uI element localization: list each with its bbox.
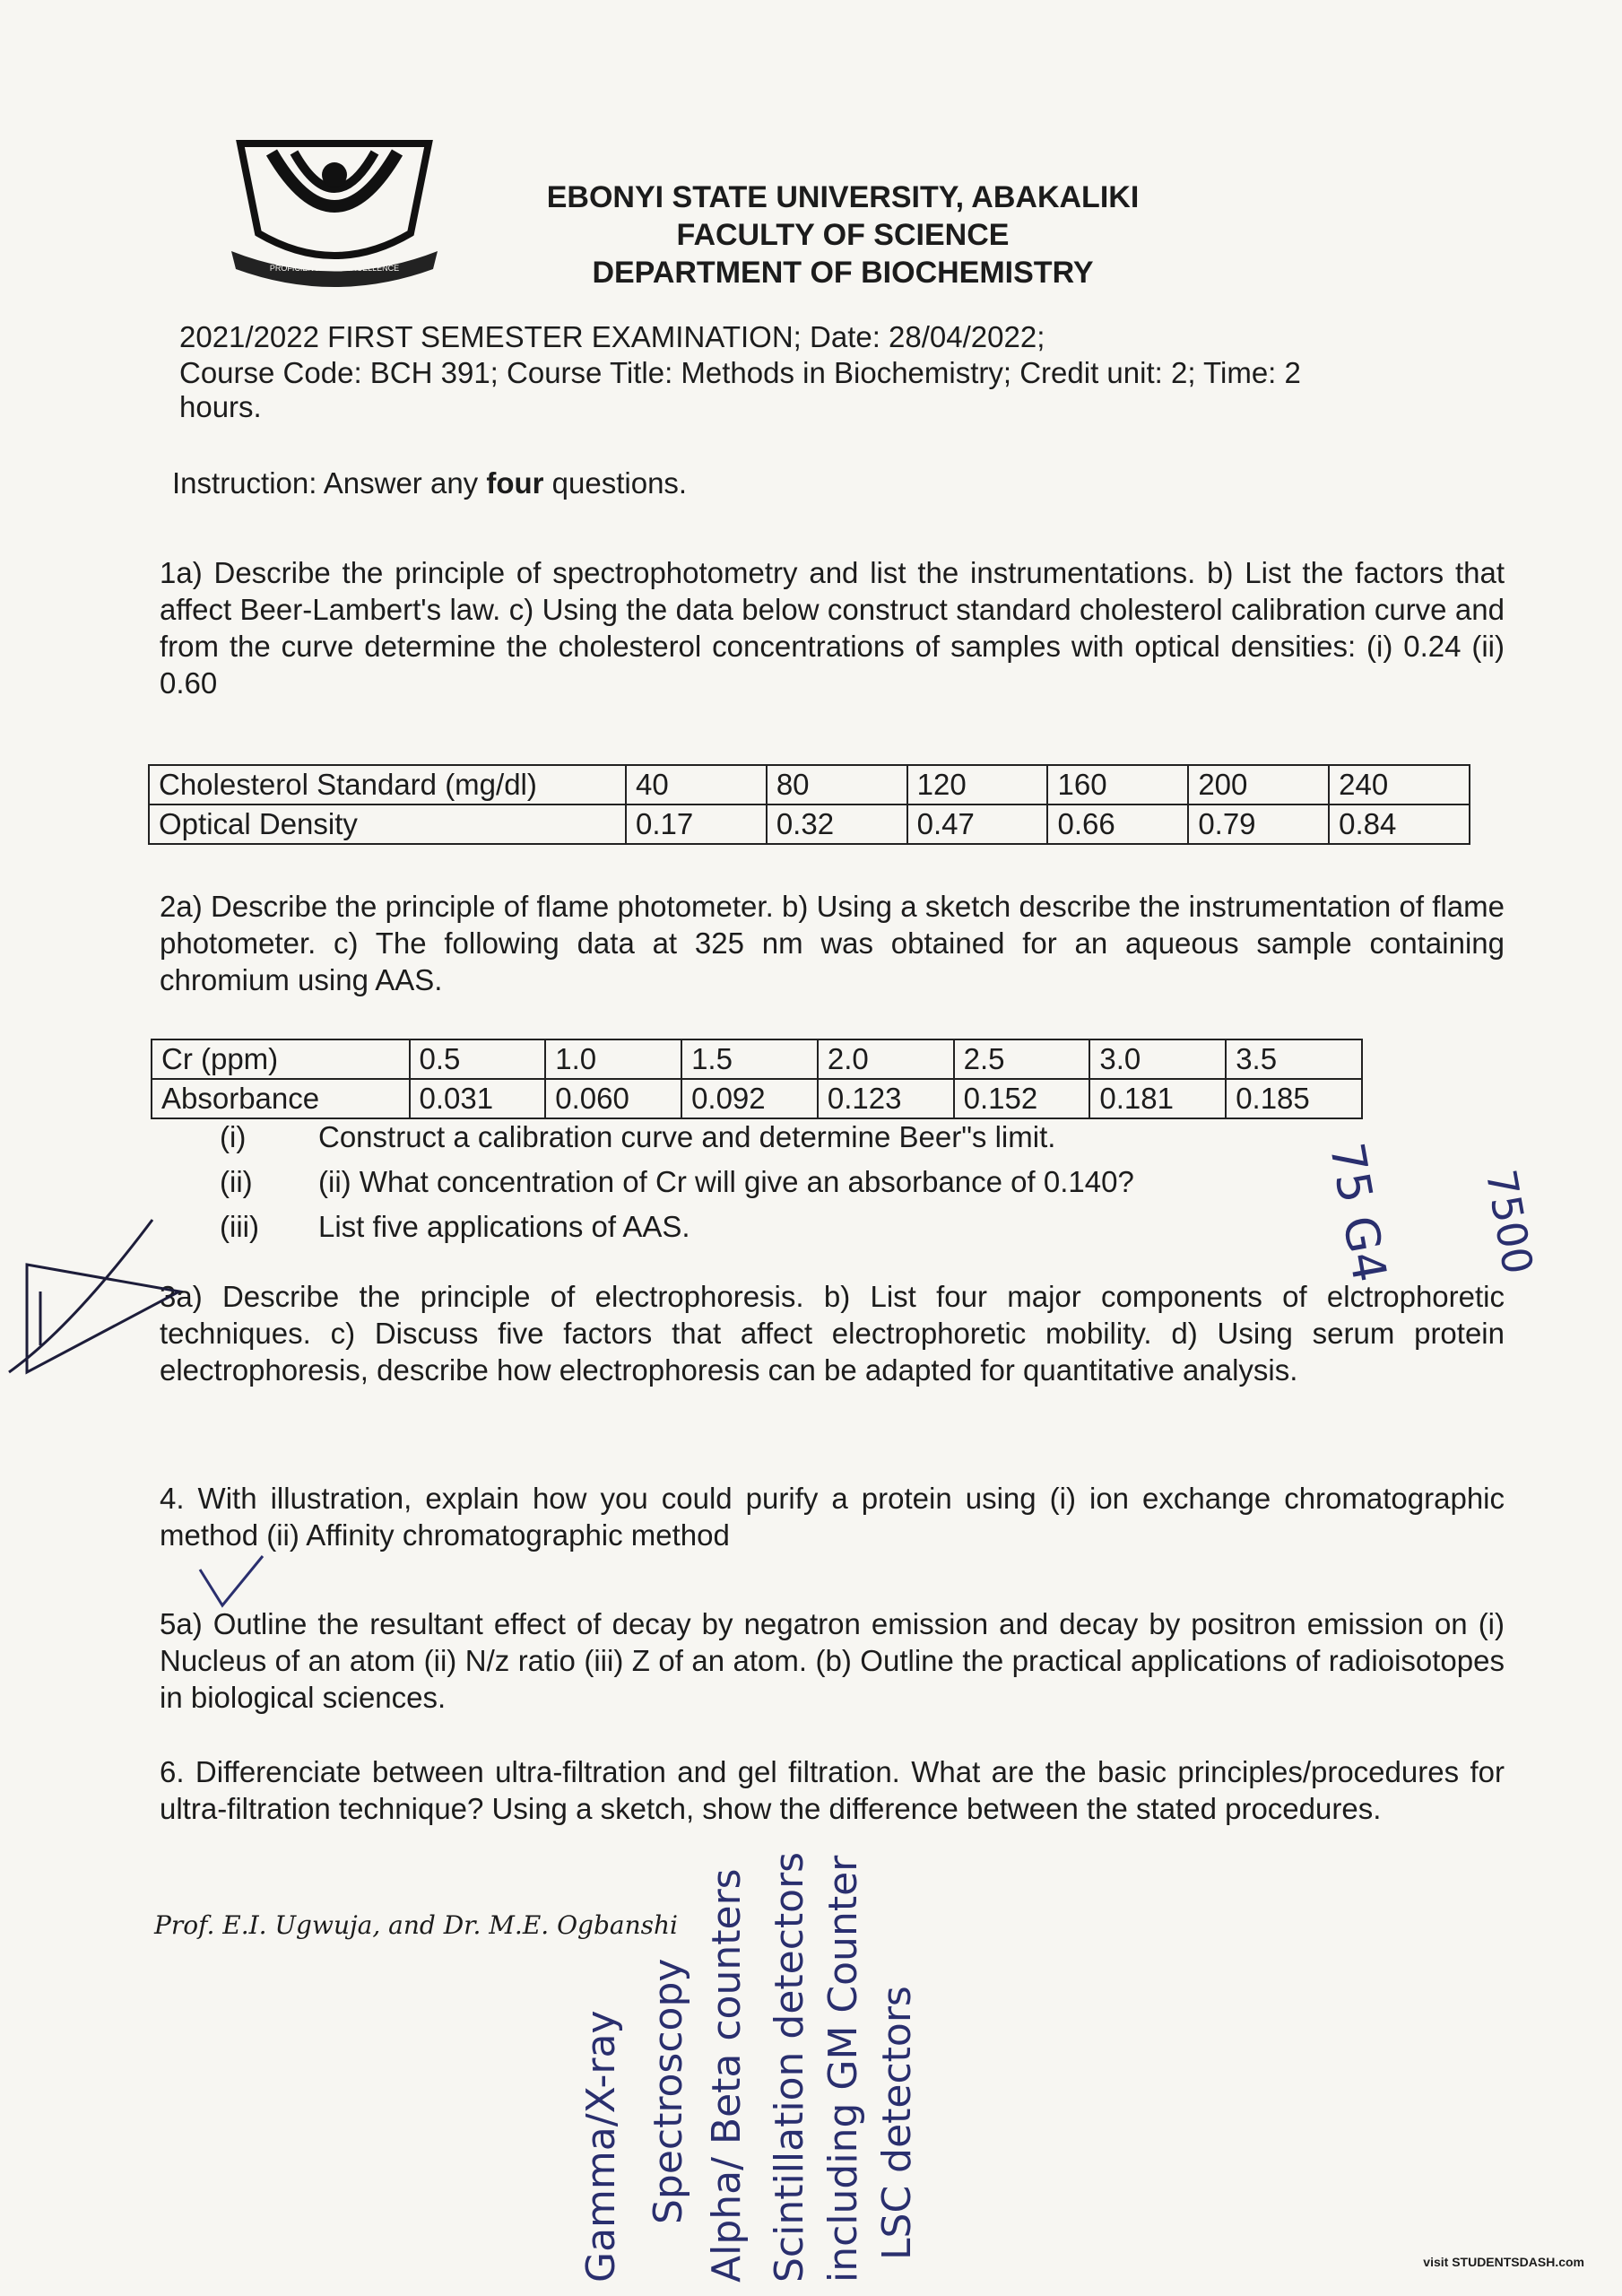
handwritten-col-5: including GM Counter xyxy=(820,1855,866,2283)
table-cell: 1.5 xyxy=(681,1039,818,1079)
handwritten-tick xyxy=(195,1552,267,1614)
faculty-name: FACULTY OF SCIENCE xyxy=(676,218,1010,252)
row-label: Optical Density xyxy=(149,804,626,844)
university-name: EBONYI STATE UNIVERSITY, ABAKALIKI xyxy=(546,180,1140,214)
table-cell: 0.123 xyxy=(818,1079,954,1118)
table-cell: 0.060 xyxy=(545,1079,681,1118)
watermark: visit STUDENTSDASH.com xyxy=(1423,2255,1584,2269)
table-row xyxy=(149,804,1470,844)
q2-subitem-iii: (iii) List five applications of AAS. xyxy=(220,1210,690,1243)
table-cell: 3.0 xyxy=(1089,1039,1226,1079)
table-cell: 2.5 xyxy=(954,1039,1090,1079)
table-cell: 3.5 xyxy=(1226,1039,1362,1079)
table-cell: 0.17 xyxy=(626,804,767,844)
table-cell: 0.5 xyxy=(410,1039,546,1079)
table-cell: 160 xyxy=(1047,765,1188,804)
table-cell: 0.79 xyxy=(1188,804,1329,844)
question-4: 4. With illustration, explain how you could purify a protein using (i) ion exchange chromatographic method (ii) Affinity chromatographic method xyxy=(160,1482,1505,1552)
handwritten-margin-mark xyxy=(0,1193,197,1399)
question-6: 6. Differenciate between ultra-filtration and gel filtration. What are the basic principles/procedures for ultra-filtration technique? Using a sketch, show the difference between the stated procedures. xyxy=(160,1755,1505,1825)
table-cell: 0.32 xyxy=(767,804,907,844)
department-name: DEPARTMENT OF BIOCHEMISTRY xyxy=(592,256,1094,290)
question-2: 2a) Describe the principle of flame photometer. b) Using a sketch describe the instrumentation of flame photometer. c) The following data at 325 nm was obtained for an aqueous sample containing chromium using AAS. xyxy=(160,890,1505,996)
row-label: Cr (ppm) xyxy=(152,1039,410,1079)
handwritten-note-1: 75 G4 xyxy=(1318,1139,1397,1287)
handwritten-col-4: Scintillation detectors xyxy=(767,1851,812,2283)
q2-subitem-ii: (ii) (ii) What concentration of Cr will give an absorbance of 0.140? xyxy=(220,1165,1134,1198)
table-cell: 120 xyxy=(907,765,1048,804)
table-cell: 0.152 xyxy=(954,1079,1090,1118)
table-cell: 0.031 xyxy=(410,1079,546,1118)
row-label: Cholesterol Standard (mg/dl) xyxy=(149,765,626,804)
table-cell: 0.181 xyxy=(1089,1079,1226,1118)
handwritten-col-2: Spectroscopy xyxy=(646,1958,691,2224)
table-row xyxy=(152,1079,1362,1118)
table-row xyxy=(152,1039,1362,1079)
row-label: Absorbance xyxy=(152,1079,410,1118)
question-3: 3a) Describe the principle of electrophoresis. b) List four major components of elctrophoretic techniques. c) Discuss five factors that affect electrophoretic mobility. d) Using serum protein electrophoresis, describe how electrophoresis can be adapted for quantitative analysis. xyxy=(160,1280,1505,1387)
exam-session-line: 2021/2022 FIRST SEMESTER EXAMINATION; Date: 28/04/2022; xyxy=(179,320,1045,353)
examiner-signature: Prof. E.I. Ugwuja, and Dr. M.E. Ogbanshi xyxy=(154,1910,678,1940)
table-cell: 80 xyxy=(767,765,907,804)
handwritten-col-1: Gamma/X-ray xyxy=(578,2010,624,2283)
university-logo xyxy=(222,135,447,287)
question-1: 1a) Describe the principle of spectrophotometry and list the instrumentations. b) List the factors that affect Beer-Lambert's law. c) Using the data below construct standard cholesterol calibration curve and from the curve determine the cholesterol concentrations of samples with optical densities: (i) 0.24 (ii) 0.60 xyxy=(160,556,1505,700)
handwritten-note-2: 7500 xyxy=(1476,1166,1543,1278)
logo-motto: PROFICIENCY AND EXCELLENCE xyxy=(269,264,400,273)
course-time-line: hours. xyxy=(179,390,262,423)
instruction: Instruction: Answer any four questions. xyxy=(172,466,688,500)
table-cell: 0.092 xyxy=(681,1079,818,1118)
course-line: Course Code: BCH 391; Course Title: Methods in Biochemistry; Credit unit: 2; Time: 2 xyxy=(179,356,1301,389)
table-cell: 0.66 xyxy=(1047,804,1188,844)
table-row xyxy=(149,765,1470,804)
table-cell: 40 xyxy=(626,765,767,804)
question-5: 5a) Outline the resultant effect of decay by negatron emission and decay by positron emission on (i) Nucleus of an atom (ii) N/z ratio (iii) Z of an atom. (b) Outline the practical applications of radioisotopes in biological sciences. xyxy=(160,1607,1505,1714)
table-cell: 200 xyxy=(1188,765,1329,804)
cholesterol-table xyxy=(148,764,1470,845)
handwritten-col-3: Alpha/ Beta counters xyxy=(704,1868,750,2283)
table-cell: 2.0 xyxy=(818,1039,954,1079)
table-cell: 0.47 xyxy=(907,804,1048,844)
table-cell: 1.0 xyxy=(545,1039,681,1079)
q2-subitem-i: (i) Construct a calibration curve and determine Beer"s limit. xyxy=(220,1120,1056,1153)
handwritten-col-6: LSC detectors xyxy=(874,1986,920,2260)
table-cell: 240 xyxy=(1329,765,1470,804)
chromium-table xyxy=(151,1039,1363,1119)
table-cell: 0.84 xyxy=(1329,804,1470,844)
table-cell: 0.185 xyxy=(1226,1079,1362,1118)
